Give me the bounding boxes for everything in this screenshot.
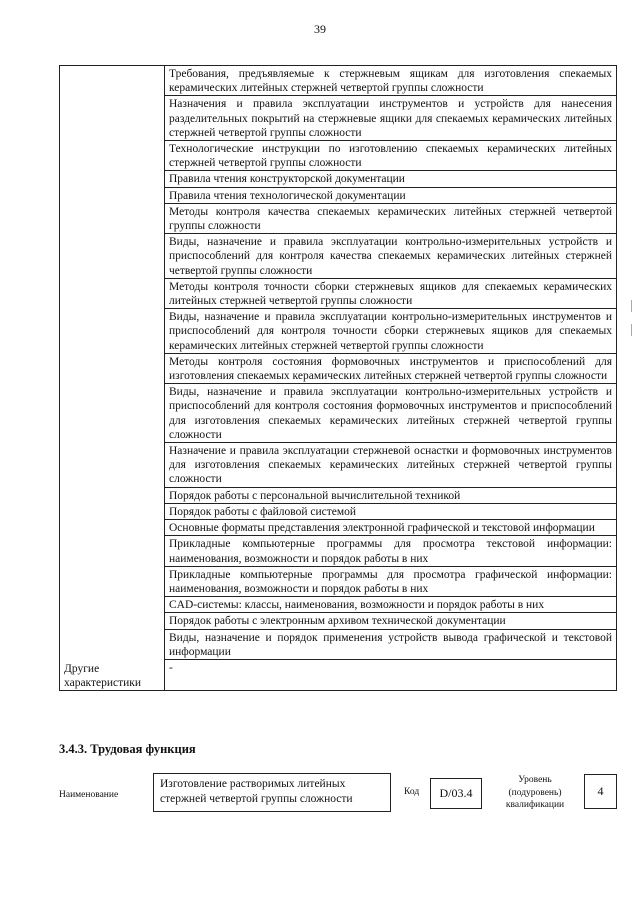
knowledge-item: Виды, назначение и порядок применения устройств вывода графической и текстовой информации [165, 629, 617, 659]
row-label-cell [60, 171, 165, 187]
knowledge-item: CAD-системы: классы, наименования, возможности и порядок работы в них [165, 597, 617, 613]
margin-scan-mark [631, 300, 632, 360]
table-row [60, 141, 617, 171]
function-name-value: Изготовление растворимых литейных стержней четвертой группы сложности [153, 773, 391, 812]
knowledge-requirements-table [59, 65, 617, 691]
knowledge-item: Порядок работы с электронным архивом технической документации [165, 613, 617, 629]
table-row [60, 659, 617, 690]
table-row [60, 171, 617, 187]
row-label-cell [60, 234, 165, 279]
row-label-cell [60, 203, 165, 233]
row-label-cell [60, 613, 165, 629]
row-label-cell [60, 309, 165, 354]
knowledge-item: Методы контроля точности сборки стержневых ящиков для спекаемых керамических литейных стержней четвертой группы сложности [165, 278, 617, 308]
qualification-level-value: 4 [584, 774, 617, 809]
row-label-cell [60, 96, 165, 141]
row-label-cell [60, 487, 165, 503]
knowledge-item: Виды, назначение и правила эксплуатации контрольно-измерительных инструментов и приспособлений для контроля точности сборки стержневых ящиков для спекаемых керамических литейных стержней четвертой группы сложности [165, 309, 617, 354]
section-heading: 3.4.3. Трудовая функция [59, 742, 196, 756]
function-code-label: Код [404, 787, 420, 797]
row-label-cell [60, 503, 165, 519]
table-row [60, 520, 617, 536]
table-row [60, 487, 617, 503]
knowledge-item: Методы контроля состояния формовочных инструментов и приспособлений для изготовления спекаемых керамических литейных стержней четвертой группы сложности [165, 353, 617, 383]
table-row [60, 443, 617, 488]
table-row [60, 629, 617, 659]
table-row [60, 536, 617, 566]
table-row [60, 96, 617, 141]
table-row [60, 503, 617, 519]
table-row [60, 353, 617, 383]
table-row [60, 566, 617, 596]
knowledge-item: Правила чтения конструкторской документации [165, 171, 617, 187]
table-row [60, 187, 617, 203]
qualification-level-label: Уровень (подуровень) квалификации [505, 775, 565, 810]
function-code-value: D/03.4 [430, 778, 482, 809]
row-label-cell [60, 520, 165, 536]
knowledge-item: Виды, назначение и правила эксплуатации контрольно-измерительных устройств и приспособлений для контроля качества спекаемых керамических литейных стержней четвертой группы сложности [165, 234, 617, 279]
knowledge-item: Методы контроля качества спекаемых керамических литейных стержней четвертой группы сложности [165, 203, 617, 233]
knowledge-item: Назначения и правила эксплуатации инструментов и устройств для нанесения разделительных покрытий на стержневые ящики для спекаемых керамических литейных стержней четвертой группы сложности [165, 96, 617, 141]
table-row [60, 234, 617, 279]
table-row [60, 384, 617, 443]
function-name-label: Наименование [59, 790, 119, 800]
knowledge-item: Прикладные компьютерные программы для просмотра текстовой информации: наименования, возможности и порядок работы в них [165, 536, 617, 566]
table-row [60, 613, 617, 629]
row-label-cell [60, 66, 165, 96]
table-row [60, 309, 617, 354]
knowledge-item: Виды, назначение и правила эксплуатации контрольно-измерительных устройств и приспособлений для контроля состояния формовочных инструментов и приспособлений для изготовления спекаемых керамических литейных стержней четвертой группы сложности [165, 384, 617, 443]
row-label-cell [60, 629, 165, 659]
row-label-cell [60, 384, 165, 443]
row-label-cell [60, 187, 165, 203]
row-label-cell [60, 597, 165, 613]
knowledge-item: Правила чтения технологической документации [165, 187, 617, 203]
knowledge-item: Прикладные компьютерные программы для просмотра графической информации: наименования, возможности и порядок работы в них [165, 566, 617, 596]
row-label-cell [60, 566, 165, 596]
knowledge-item: Порядок работы с файловой системой [165, 503, 617, 519]
table-row [60, 278, 617, 308]
knowledge-item: Технологические инструкции по изготовлению спекаемых керамических литейных стержней четвертой группы сложности [165, 141, 617, 171]
row-label-cell [60, 141, 165, 171]
knowledge-item: Основные форматы представления электронной графической и текстовой информации [165, 520, 617, 536]
knowledge-item: Назначение и правила эксплуатации стержневой оснастки и формовочных инструментов для изготовления спекаемых керамических литейных стержней четвертой группы сложности [165, 443, 617, 488]
knowledge-item: Порядок работы с персональной вычислительной техникой [165, 487, 617, 503]
table-row [60, 203, 617, 233]
other-characteristics-label: Другие характеристики [60, 659, 165, 690]
table-row [60, 66, 617, 96]
knowledge-item: Требования, предъявляемые к стержневым ящикам для изготовления спекаемых керамических литейных стержней четвертой группы сложности [165, 66, 617, 96]
row-label-cell [60, 278, 165, 308]
row-label-cell [60, 443, 165, 488]
other-characteristics-value: - [165, 659, 617, 690]
table-row [60, 597, 617, 613]
row-label-cell [60, 353, 165, 383]
page-number: 39 [314, 22, 326, 36]
row-label-cell [60, 536, 165, 566]
